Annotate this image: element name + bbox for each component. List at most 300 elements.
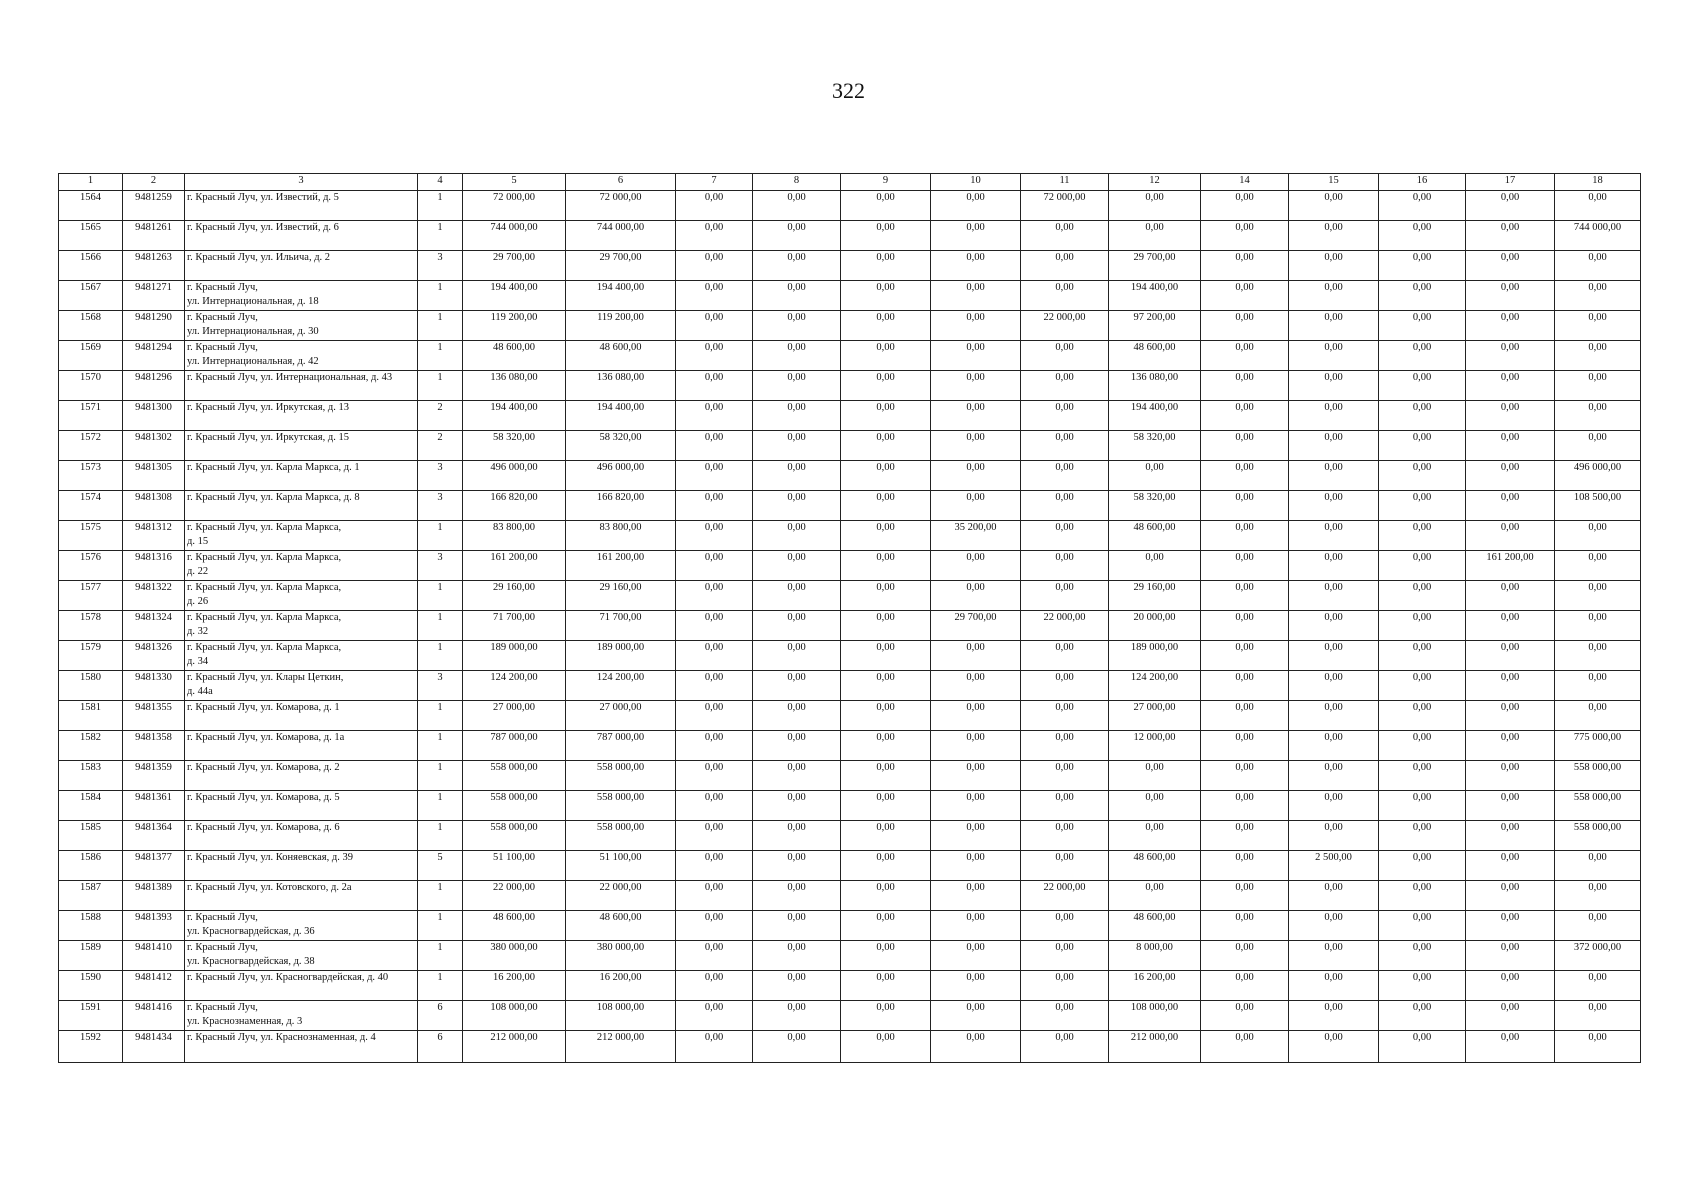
value-cell-8: 0,00 — [753, 251, 841, 281]
code-cell: 9481361 — [123, 791, 185, 821]
value-cell-15: 0,00 — [1289, 371, 1379, 401]
value-cell-11: 0,00 — [1021, 701, 1109, 731]
value-cell-16: 0,00 — [1379, 191, 1466, 221]
table-row — [59, 311, 1641, 341]
code-cell: 9481305 — [123, 461, 185, 491]
value-cell-16: 0,00 — [1379, 581, 1466, 611]
code-cell: 9481316 — [123, 551, 185, 581]
value-cell-7: 0,00 — [676, 221, 753, 251]
value-cell-18: 0,00 — [1555, 551, 1641, 581]
value-cell-8: 0,00 — [753, 611, 841, 641]
value-cell-12: 0,00 — [1109, 761, 1201, 791]
value-cell-7: 0,00 — [676, 431, 753, 461]
value-cell-10: 0,00 — [931, 641, 1021, 671]
code-cell: 9481263 — [123, 251, 185, 281]
value-cell-15: 0,00 — [1289, 1001, 1379, 1031]
value-cell-16: 0,00 — [1379, 371, 1466, 401]
value-cell-15: 0,00 — [1289, 191, 1379, 221]
value-cell-9: 0,00 — [841, 611, 931, 641]
column-header: 9 — [841, 174, 931, 191]
value-cell-15: 0,00 — [1289, 551, 1379, 581]
value-cell-8: 0,00 — [753, 371, 841, 401]
code-cell: 9481434 — [123, 1031, 185, 1063]
value-cell-18: 0,00 — [1555, 401, 1641, 431]
value-cell-8: 0,00 — [753, 1001, 841, 1031]
value-cell-12: 0,00 — [1109, 191, 1201, 221]
value-cell-5: 744 000,00 — [463, 221, 566, 251]
value-cell-5: 48 600,00 — [463, 911, 566, 941]
address-cell — [185, 281, 418, 311]
value-cell-9: 0,00 — [841, 461, 931, 491]
value-cell-10: 0,00 — [931, 1001, 1021, 1031]
value-cell-11: 0,00 — [1021, 821, 1109, 851]
address-line: ул. Красногвардейская, д. 36 — [187, 926, 315, 937]
value-cell-10: 0,00 — [931, 701, 1021, 731]
row-number-cell: 1570 — [59, 371, 123, 401]
value-cell-6: 380 000,00 — [566, 941, 676, 971]
address-line: г. Красный Луч, ул. Ильича, д. 2 — [187, 252, 331, 263]
count-cell: 1 — [418, 701, 463, 731]
value-cell-14: 0,00 — [1201, 761, 1289, 791]
register-table — [58, 173, 1641, 1063]
value-cell-8: 0,00 — [753, 491, 841, 521]
value-cell-6: 48 600,00 — [566, 911, 676, 941]
value-cell-15: 0,00 — [1289, 971, 1379, 1001]
column-header: 14 — [1201, 174, 1289, 191]
value-cell-6: 22 000,00 — [566, 881, 676, 911]
value-cell-9: 0,00 — [841, 251, 931, 281]
value-cell-14: 0,00 — [1201, 641, 1289, 671]
value-cell-15: 0,00 — [1289, 221, 1379, 251]
value-cell-12: 48 600,00 — [1109, 521, 1201, 551]
value-cell-14: 0,00 — [1201, 881, 1289, 911]
value-cell-14: 0,00 — [1201, 491, 1289, 521]
code-cell: 9481324 — [123, 611, 185, 641]
value-cell-5: 124 200,00 — [463, 671, 566, 701]
value-cell-5: 72 000,00 — [463, 191, 566, 221]
value-cell-7: 0,00 — [676, 251, 753, 281]
address-line: г. Красный Луч, ул. Комарова, д. 1 — [187, 702, 340, 713]
value-cell-9: 0,00 — [841, 941, 931, 971]
value-cell-15: 0,00 — [1289, 401, 1379, 431]
value-cell-5: 51 100,00 — [463, 851, 566, 881]
value-cell-18: 0,00 — [1555, 341, 1641, 371]
value-cell-5: 212 000,00 — [463, 1031, 566, 1063]
value-cell-6: 119 200,00 — [566, 311, 676, 341]
value-cell-12: 27 000,00 — [1109, 701, 1201, 731]
table-row — [59, 941, 1641, 971]
value-cell-11: 0,00 — [1021, 551, 1109, 581]
value-cell-14: 0,00 — [1201, 971, 1289, 1001]
value-cell-5: 71 700,00 — [463, 611, 566, 641]
value-cell-9: 0,00 — [841, 581, 931, 611]
value-cell-15: 0,00 — [1289, 791, 1379, 821]
value-cell-11: 0,00 — [1021, 251, 1109, 281]
address-line: д. 22 — [187, 566, 209, 577]
value-cell-6: 189 000,00 — [566, 641, 676, 671]
address-line: г. Красный Луч, ул. Краснознаменная, д. 4 — [187, 1032, 376, 1043]
row-number-cell: 1564 — [59, 191, 123, 221]
table-row — [59, 281, 1641, 311]
address-line: д. 15 — [187, 536, 209, 547]
value-cell-15: 0,00 — [1289, 581, 1379, 611]
row-number-cell: 1586 — [59, 851, 123, 881]
table-row — [59, 491, 1641, 521]
address-cell — [185, 341, 418, 371]
value-cell-5: 27 000,00 — [463, 701, 566, 731]
value-cell-6: 136 080,00 — [566, 371, 676, 401]
address-line: г. Красный Луч, ул. Клары Цеткин, — [187, 672, 344, 683]
address-cell — [185, 1001, 418, 1031]
value-cell-5: 558 000,00 — [463, 791, 566, 821]
value-cell-10: 0,00 — [931, 551, 1021, 581]
count-cell: 1 — [418, 971, 463, 1001]
table-row — [59, 911, 1641, 941]
value-cell-8: 0,00 — [753, 671, 841, 701]
table-row — [59, 251, 1641, 281]
count-cell: 1 — [418, 911, 463, 941]
value-cell-12: 0,00 — [1109, 791, 1201, 821]
value-cell-6: 71 700,00 — [566, 611, 676, 641]
code-cell: 9481271 — [123, 281, 185, 311]
count-cell: 2 — [418, 431, 463, 461]
value-cell-7: 0,00 — [676, 881, 753, 911]
value-cell-17: 0,00 — [1466, 1001, 1555, 1031]
code-cell: 9481326 — [123, 641, 185, 671]
value-cell-12: 29 160,00 — [1109, 581, 1201, 611]
table-row — [59, 731, 1641, 761]
value-cell-16: 0,00 — [1379, 851, 1466, 881]
value-cell-7: 0,00 — [676, 341, 753, 371]
value-cell-16: 0,00 — [1379, 881, 1466, 911]
code-cell: 9481290 — [123, 311, 185, 341]
value-cell-5: 108 000,00 — [463, 1001, 566, 1031]
row-number-cell: 1568 — [59, 311, 123, 341]
column-header: 11 — [1021, 174, 1109, 191]
value-cell-17: 0,00 — [1466, 491, 1555, 521]
value-cell-15: 2 500,00 — [1289, 851, 1379, 881]
row-number-cell: 1579 — [59, 641, 123, 671]
count-cell: 1 — [418, 281, 463, 311]
value-cell-9: 0,00 — [841, 641, 931, 671]
address-cell — [185, 911, 418, 941]
address-line: г. Красный Луч, ул. Интернациональная, д. 43 — [187, 372, 393, 383]
code-cell: 9481358 — [123, 731, 185, 761]
value-cell-5: 380 000,00 — [463, 941, 566, 971]
value-cell-12: 48 600,00 — [1109, 341, 1201, 371]
value-cell-12: 8 000,00 — [1109, 941, 1201, 971]
row-number-cell: 1589 — [59, 941, 123, 971]
column-header: 10 — [931, 174, 1021, 191]
row-number-cell: 1569 — [59, 341, 123, 371]
value-cell-18: 0,00 — [1555, 1031, 1641, 1063]
value-cell-6: 124 200,00 — [566, 671, 676, 701]
value-cell-15: 0,00 — [1289, 281, 1379, 311]
value-cell-18: 558 000,00 — [1555, 761, 1641, 791]
value-cell-9: 0,00 — [841, 971, 931, 1001]
value-cell-10: 0,00 — [931, 941, 1021, 971]
code-cell: 9481330 — [123, 671, 185, 701]
value-cell-8: 0,00 — [753, 641, 841, 671]
value-cell-18: 0,00 — [1555, 371, 1641, 401]
code-cell: 9481359 — [123, 761, 185, 791]
table-row — [59, 881, 1641, 911]
value-cell-9: 0,00 — [841, 221, 931, 251]
address-line: г. Красный Луч, ул. Комарова, д. 2 — [187, 762, 340, 773]
address-cell — [185, 371, 418, 401]
value-cell-18: 0,00 — [1555, 881, 1641, 911]
code-cell: 9481294 — [123, 341, 185, 371]
value-cell-10: 0,00 — [931, 851, 1021, 881]
code-cell: 9481322 — [123, 581, 185, 611]
value-cell-8: 0,00 — [753, 221, 841, 251]
value-cell-10: 0,00 — [931, 461, 1021, 491]
value-cell-16: 0,00 — [1379, 1001, 1466, 1031]
value-cell-16: 0,00 — [1379, 641, 1466, 671]
value-cell-9: 0,00 — [841, 341, 931, 371]
address-cell — [185, 581, 418, 611]
value-cell-5: 558 000,00 — [463, 761, 566, 791]
value-cell-6: 48 600,00 — [566, 341, 676, 371]
value-cell-6: 166 820,00 — [566, 491, 676, 521]
value-cell-9: 0,00 — [841, 791, 931, 821]
value-cell-14: 0,00 — [1201, 371, 1289, 401]
value-cell-16: 0,00 — [1379, 221, 1466, 251]
code-cell: 9481416 — [123, 1001, 185, 1031]
value-cell-17: 0,00 — [1466, 941, 1555, 971]
address-line: г. Красный Луч, ул. Карла Маркса, — [187, 642, 342, 653]
table-row — [59, 851, 1641, 881]
value-cell-7: 0,00 — [676, 611, 753, 641]
value-cell-9: 0,00 — [841, 671, 931, 701]
count-cell: 1 — [418, 611, 463, 641]
count-cell: 1 — [418, 731, 463, 761]
value-cell-9: 0,00 — [841, 821, 931, 851]
value-cell-11: 0,00 — [1021, 641, 1109, 671]
value-cell-14: 0,00 — [1201, 581, 1289, 611]
value-cell-10: 0,00 — [931, 791, 1021, 821]
value-cell-17: 0,00 — [1466, 221, 1555, 251]
address-line: ул. Интернациональная, д. 42 — [187, 356, 319, 367]
value-cell-14: 0,00 — [1201, 671, 1289, 701]
address-cell — [185, 971, 418, 1001]
address-cell — [185, 221, 418, 251]
row-number-cell: 1581 — [59, 701, 123, 731]
value-cell-8: 0,00 — [753, 191, 841, 221]
address-line: г. Красный Луч, ул. Карла Маркса, — [187, 552, 342, 563]
value-cell-7: 0,00 — [676, 551, 753, 581]
address-cell — [185, 761, 418, 791]
value-cell-14: 0,00 — [1201, 941, 1289, 971]
value-cell-8: 0,00 — [753, 551, 841, 581]
value-cell-7: 0,00 — [676, 821, 753, 851]
value-cell-15: 0,00 — [1289, 311, 1379, 341]
table-row — [59, 611, 1641, 641]
table-row — [59, 461, 1641, 491]
address-cell — [185, 881, 418, 911]
address-line: г. Красный Луч, — [187, 1002, 258, 1013]
value-cell-17: 0,00 — [1466, 731, 1555, 761]
address-line: г. Красный Луч, — [187, 912, 258, 923]
value-cell-6: 161 200,00 — [566, 551, 676, 581]
value-cell-18: 108 500,00 — [1555, 491, 1641, 521]
column-header: 17 — [1466, 174, 1555, 191]
address-line: г. Красный Луч, ул. Карла Маркса, — [187, 612, 342, 623]
value-cell-8: 0,00 — [753, 821, 841, 851]
address-cell — [185, 701, 418, 731]
value-cell-6: 194 400,00 — [566, 401, 676, 431]
count-cell: 1 — [418, 791, 463, 821]
value-cell-11: 0,00 — [1021, 281, 1109, 311]
code-cell: 9481302 — [123, 431, 185, 461]
value-cell-8: 0,00 — [753, 701, 841, 731]
value-cell-16: 0,00 — [1379, 821, 1466, 851]
value-cell-8: 0,00 — [753, 431, 841, 461]
value-cell-11: 0,00 — [1021, 1001, 1109, 1031]
value-cell-17: 0,00 — [1466, 461, 1555, 491]
value-cell-9: 0,00 — [841, 881, 931, 911]
address-cell — [185, 791, 418, 821]
code-cell: 9481259 — [123, 191, 185, 221]
value-cell-14: 0,00 — [1201, 551, 1289, 581]
code-cell: 9481364 — [123, 821, 185, 851]
column-header: 18 — [1555, 174, 1641, 191]
value-cell-10: 0,00 — [931, 311, 1021, 341]
value-cell-11: 0,00 — [1021, 221, 1109, 251]
value-cell-15: 0,00 — [1289, 911, 1379, 941]
value-cell-12: 0,00 — [1109, 821, 1201, 851]
value-cell-14: 0,00 — [1201, 911, 1289, 941]
value-cell-18: 496 000,00 — [1555, 461, 1641, 491]
value-cell-5: 166 820,00 — [463, 491, 566, 521]
value-cell-10: 0,00 — [931, 281, 1021, 311]
value-cell-12: 20 000,00 — [1109, 611, 1201, 641]
table-row — [59, 821, 1641, 851]
value-cell-9: 0,00 — [841, 1031, 931, 1063]
address-cell — [185, 851, 418, 881]
address-line: д. 44а — [187, 686, 213, 697]
value-cell-10: 0,00 — [931, 491, 1021, 521]
address-line: г. Красный Луч, ул. Иркутская, д. 13 — [187, 402, 349, 413]
row-number-cell: 1567 — [59, 281, 123, 311]
value-cell-15: 0,00 — [1289, 761, 1379, 791]
code-cell: 9481296 — [123, 371, 185, 401]
table-row — [59, 701, 1641, 731]
value-cell-5: 194 400,00 — [463, 401, 566, 431]
count-cell: 1 — [418, 881, 463, 911]
value-cell-11: 0,00 — [1021, 1031, 1109, 1063]
value-cell-8: 0,00 — [753, 281, 841, 311]
address-cell — [185, 311, 418, 341]
value-cell-17: 0,00 — [1466, 671, 1555, 701]
value-cell-6: 29 700,00 — [566, 251, 676, 281]
value-cell-7: 0,00 — [676, 401, 753, 431]
address-line: г. Красный Луч, ул. Карла Маркса, — [187, 522, 342, 533]
value-cell-7: 0,00 — [676, 581, 753, 611]
value-cell-18: 372 000,00 — [1555, 941, 1641, 971]
code-cell: 9481261 — [123, 221, 185, 251]
value-cell-17: 0,00 — [1466, 281, 1555, 311]
value-cell-9: 0,00 — [841, 761, 931, 791]
column-header: 6 — [566, 174, 676, 191]
value-cell-5: 29 160,00 — [463, 581, 566, 611]
value-cell-15: 0,00 — [1289, 1031, 1379, 1063]
value-cell-5: 136 080,00 — [463, 371, 566, 401]
value-cell-15: 0,00 — [1289, 461, 1379, 491]
value-cell-18: 558 000,00 — [1555, 821, 1641, 851]
value-cell-14: 0,00 — [1201, 521, 1289, 551]
table-row — [59, 671, 1641, 701]
value-cell-12: 0,00 — [1109, 221, 1201, 251]
address-line: г. Красный Луч, ул. Известий, д. 6 — [187, 222, 339, 233]
value-cell-16: 0,00 — [1379, 941, 1466, 971]
row-number-cell: 1591 — [59, 1001, 123, 1031]
value-cell-17: 0,00 — [1466, 611, 1555, 641]
value-cell-6: 212 000,00 — [566, 1031, 676, 1063]
value-cell-6: 29 160,00 — [566, 581, 676, 611]
value-cell-5: 48 600,00 — [463, 341, 566, 371]
code-cell: 9481308 — [123, 491, 185, 521]
code-cell: 9481393 — [123, 911, 185, 941]
value-cell-8: 0,00 — [753, 881, 841, 911]
value-cell-7: 0,00 — [676, 281, 753, 311]
value-cell-14: 0,00 — [1201, 731, 1289, 761]
value-cell-7: 0,00 — [676, 701, 753, 731]
row-number-cell: 1565 — [59, 221, 123, 251]
value-cell-8: 0,00 — [753, 341, 841, 371]
value-cell-16: 0,00 — [1379, 731, 1466, 761]
value-cell-16: 0,00 — [1379, 431, 1466, 461]
code-cell: 9481412 — [123, 971, 185, 1001]
row-number-cell: 1592 — [59, 1031, 123, 1063]
value-cell-15: 0,00 — [1289, 611, 1379, 641]
value-cell-12: 48 600,00 — [1109, 851, 1201, 881]
value-cell-16: 0,00 — [1379, 551, 1466, 581]
value-cell-17: 0,00 — [1466, 311, 1555, 341]
value-cell-12: 194 400,00 — [1109, 401, 1201, 431]
value-cell-6: 16 200,00 — [566, 971, 676, 1001]
value-cell-6: 496 000,00 — [566, 461, 676, 491]
count-cell: 3 — [418, 251, 463, 281]
value-cell-10: 0,00 — [931, 971, 1021, 1001]
address-line: г. Красный Луч, — [187, 282, 258, 293]
value-cell-5: 119 200,00 — [463, 311, 566, 341]
value-cell-17: 161 200,00 — [1466, 551, 1555, 581]
address-line: г. Красный Луч, ул. Котовского, д. 2а — [187, 882, 352, 893]
value-cell-14: 0,00 — [1201, 311, 1289, 341]
value-cell-12: 16 200,00 — [1109, 971, 1201, 1001]
value-cell-15: 0,00 — [1289, 491, 1379, 521]
code-cell: 9481312 — [123, 521, 185, 551]
value-cell-10: 0,00 — [931, 671, 1021, 701]
value-cell-12: 108 000,00 — [1109, 1001, 1201, 1031]
value-cell-18: 0,00 — [1555, 641, 1641, 671]
value-cell-14: 0,00 — [1201, 851, 1289, 881]
value-cell-11: 0,00 — [1021, 581, 1109, 611]
value-cell-10: 0,00 — [931, 731, 1021, 761]
value-cell-17: 0,00 — [1466, 341, 1555, 371]
value-cell-7: 0,00 — [676, 791, 753, 821]
value-cell-6: 83 800,00 — [566, 521, 676, 551]
value-cell-16: 0,00 — [1379, 461, 1466, 491]
value-cell-12: 48 600,00 — [1109, 911, 1201, 941]
value-cell-5: 787 000,00 — [463, 731, 566, 761]
column-header: 4 — [418, 174, 463, 191]
row-number-cell: 1575 — [59, 521, 123, 551]
count-cell: 1 — [418, 191, 463, 221]
value-cell-17: 0,00 — [1466, 581, 1555, 611]
value-cell-11: 0,00 — [1021, 671, 1109, 701]
